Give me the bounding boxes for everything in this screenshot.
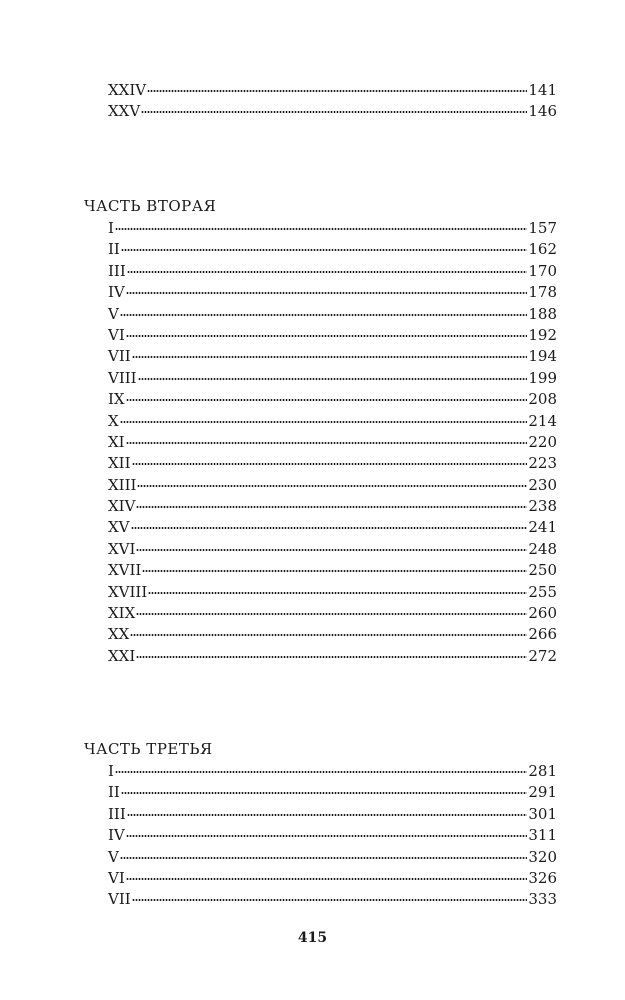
toc-chapter-number: XVII xyxy=(108,561,142,580)
toc-entry xyxy=(108,889,557,910)
toc-page-number: 291 xyxy=(528,783,557,802)
toc-part3 xyxy=(108,761,557,911)
toc-entry xyxy=(108,389,557,410)
toc-page-number: 178 xyxy=(528,283,557,302)
toc-entry xyxy=(108,368,557,389)
toc-entry xyxy=(108,496,557,517)
toc-chapter-number: V xyxy=(108,847,119,866)
toc-entry xyxy=(108,346,557,367)
toc-entry xyxy=(108,80,557,101)
toc-page-number: 272 xyxy=(528,646,557,665)
toc-dot-leader xyxy=(121,792,528,794)
toc-chapter-number: XII xyxy=(108,454,131,473)
toc-page-number: 320 xyxy=(528,847,557,866)
toc-chapter-number: XXV xyxy=(108,102,141,121)
toc-page-number: 311 xyxy=(528,826,557,845)
toc-dot-leader xyxy=(120,857,528,859)
toc-page-number: 146 xyxy=(528,102,557,121)
toc-dot-leader xyxy=(115,228,527,230)
toc-chapter-number: III xyxy=(108,804,126,823)
toc-page-number: 248 xyxy=(528,539,557,558)
toc-entry xyxy=(108,411,557,432)
toc-part1-tail xyxy=(108,80,557,123)
toc-chapter-number: XIX xyxy=(108,604,136,623)
toc-entry xyxy=(108,239,557,260)
toc-entry xyxy=(108,539,557,560)
toc-entry xyxy=(108,453,557,474)
part-three-title: ЧАСТЬ ТРЕТЬЯ xyxy=(84,740,213,758)
toc-page-number: 162 xyxy=(528,240,557,259)
toc-chapter-number: VIII xyxy=(108,368,137,387)
toc-entry xyxy=(108,304,557,325)
toc-dot-leader xyxy=(131,527,528,529)
toc-chapter-number: XXIV xyxy=(108,81,147,99)
toc-chapter-number: XX xyxy=(108,625,130,644)
toc-dot-leader xyxy=(126,835,528,837)
toc-chapter-number: I xyxy=(108,762,114,780)
toc-chapter-number: III xyxy=(108,261,126,280)
toc-entry xyxy=(108,624,557,645)
toc-chapter-number: XV xyxy=(108,518,130,537)
toc-dot-leader xyxy=(141,111,527,113)
toc-chapter-number: II xyxy=(108,783,120,802)
toc-dot-leader xyxy=(132,463,528,465)
toc-page-number: 220 xyxy=(528,432,557,451)
toc-dot-leader xyxy=(115,771,527,773)
toc-chapter-number: VI xyxy=(108,868,125,887)
page-number: 415 xyxy=(297,930,328,946)
toc-page-number: 223 xyxy=(528,454,557,473)
toc-page-number: 266 xyxy=(528,625,557,644)
part-two-title: ЧАСТЬ ВТОРАЯ xyxy=(84,197,217,215)
toc-dot-leader xyxy=(136,613,527,615)
toc-entry xyxy=(108,325,557,346)
toc-page-number: 194 xyxy=(528,347,557,366)
toc-dot-leader xyxy=(130,634,527,636)
toc-chapter-number: IV xyxy=(108,283,125,302)
toc-dot-leader xyxy=(136,549,527,551)
toc-entry xyxy=(108,603,557,624)
toc-page-number: 141 xyxy=(528,81,557,99)
toc-chapter-number: XIII xyxy=(108,475,137,494)
toc-entry xyxy=(108,847,557,868)
toc-chapter-number: XVI xyxy=(108,539,136,558)
toc-dot-leader xyxy=(136,656,527,658)
toc-dot-leader xyxy=(142,570,527,572)
toc-page-number: 238 xyxy=(528,497,557,516)
toc-dot-leader xyxy=(120,314,528,316)
toc-chapter-number: XIV xyxy=(108,497,136,516)
toc-entry xyxy=(108,868,557,889)
toc-dot-leader xyxy=(138,378,528,380)
toc-chapter-number: VII xyxy=(108,347,131,366)
toc-dot-leader xyxy=(147,90,527,92)
toc-chapter-number: IV xyxy=(108,826,125,845)
toc-chapter-number: V xyxy=(108,304,119,323)
toc-chapter-number: X xyxy=(108,411,119,430)
toc-chapter-number: I xyxy=(108,219,114,237)
toc-chapter-number: IX xyxy=(108,390,125,409)
toc-dot-leader xyxy=(127,814,528,816)
toc-entry xyxy=(108,804,557,825)
toc-entry xyxy=(108,646,557,667)
toc-dot-leader xyxy=(126,399,528,401)
toc-page-number: 281 xyxy=(528,762,557,780)
toc-page-number: 260 xyxy=(528,604,557,623)
toc-chapter-number: XI xyxy=(108,432,125,451)
toc-dot-leader xyxy=(120,421,528,423)
toc-entry xyxy=(108,761,557,782)
toc-dot-leader xyxy=(121,249,528,251)
toc-page-number: 157 xyxy=(528,219,557,237)
toc-page-number: 333 xyxy=(528,890,557,909)
toc-page-number: 188 xyxy=(528,304,557,323)
toc-entry xyxy=(108,582,557,603)
toc-page-number: 170 xyxy=(528,261,557,280)
toc-chapter-number: XXI xyxy=(108,646,136,665)
toc-page-number: 230 xyxy=(528,475,557,494)
toc-page-number: 192 xyxy=(528,325,557,344)
toc-entry xyxy=(108,517,557,538)
toc-dot-leader xyxy=(137,485,527,487)
toc-page-number: 208 xyxy=(528,390,557,409)
toc-entry xyxy=(108,218,557,239)
toc-dot-leader xyxy=(126,878,528,880)
toc-entry xyxy=(108,432,557,453)
toc-dot-leader xyxy=(148,592,527,594)
toc-dot-leader xyxy=(132,899,528,901)
toc-part2 xyxy=(108,218,557,667)
toc-dot-leader xyxy=(127,271,528,273)
toc-page-number: 199 xyxy=(528,368,557,387)
toc-dot-leader xyxy=(126,335,528,337)
toc-page-number: 301 xyxy=(528,804,557,823)
toc-entry xyxy=(108,475,557,496)
toc-dot-leader xyxy=(126,292,528,294)
toc-entry xyxy=(108,782,557,803)
toc-entry xyxy=(108,560,557,581)
toc-chapter-number: II xyxy=(108,240,120,259)
toc-page-number: 326 xyxy=(528,868,557,887)
toc-dot-leader xyxy=(136,506,527,508)
toc-page-number: 241 xyxy=(528,518,557,537)
toc-entry xyxy=(108,261,557,282)
toc-chapter-number: XVIII xyxy=(108,582,148,601)
toc-page-number: 255 xyxy=(528,582,557,601)
toc-chapter-number: VII xyxy=(108,890,131,909)
toc-page-number: 250 xyxy=(528,561,557,580)
toc-dot-leader xyxy=(132,356,528,358)
toc-dot-leader xyxy=(126,442,528,444)
toc-chapter-number: VI xyxy=(108,325,125,344)
toc-page-number: 214 xyxy=(528,411,557,430)
toc-entry xyxy=(108,101,557,122)
toc-entry xyxy=(108,825,557,846)
toc-entry xyxy=(108,282,557,303)
